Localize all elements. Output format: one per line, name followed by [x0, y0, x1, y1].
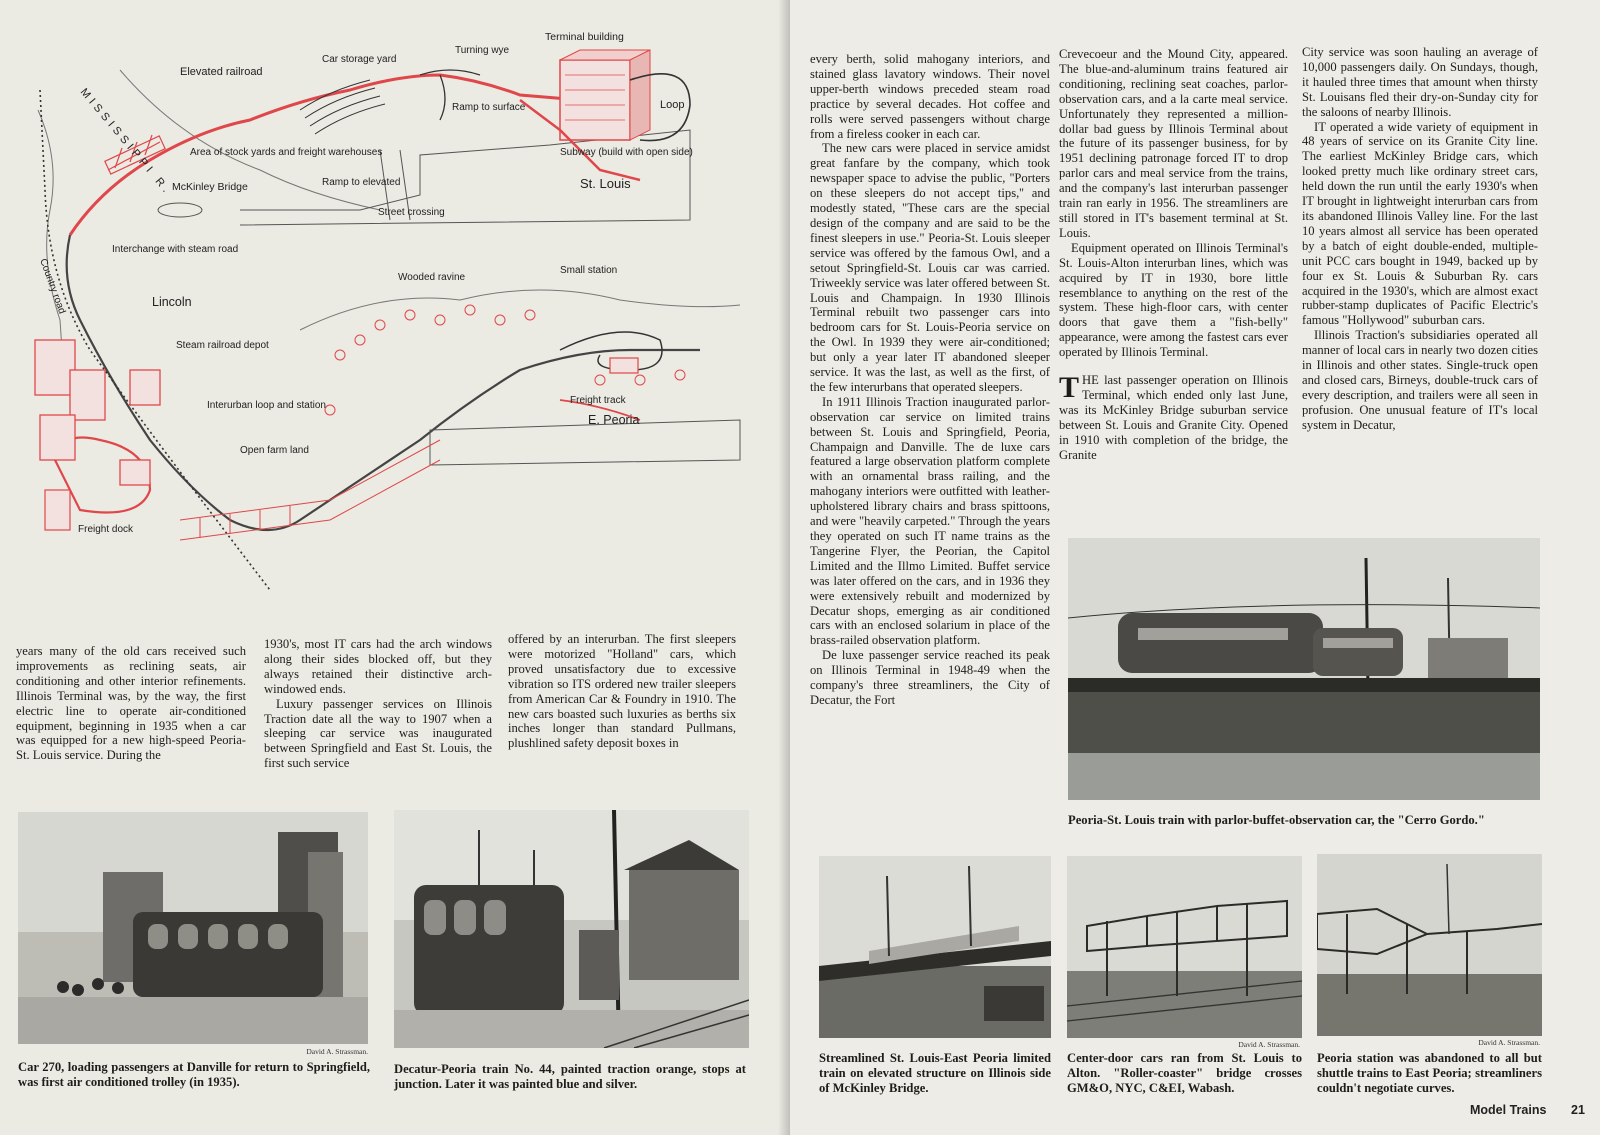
footer-page-number: 21 [1571, 1103, 1585, 1117]
map-label-stock-yards: Area of stock yards and freight warehouses [190, 147, 383, 158]
paragraph: IT operated a wide variety of equipment in 48 years of service on its Granite City line. The earliest McKinley Bridge cars, which looked pretty much like ordinary street cars, held down the run until the early 1930's when IT brought in lightweight interurban cars from its abandoned Illinois Valley line. For the last 10 years almost all service has been operated by a batch of eight double-ended, multiple-unit PCC cars bought in 1949, backed up by four ex St. Louis & Suburban Ry. cars acquired in the 1930's, which are almost exact rubber-stamp duplicates of Pacific Electric's famous "Hollywood" suburban cars. [1302, 119, 1538, 328]
storage-yard-tracks [300, 80, 385, 134]
photo-decatur-peoria-train-44 [394, 810, 749, 1048]
map-label-turning-wye: Turning wye [455, 45, 510, 56]
small-photo2-caption: Center-door cars ran from St. Louis to Alton. "Roller-coaster" bridge crosses GM&O, NYC, C&EI, Wabash. [1067, 1051, 1302, 1095]
paragraph: 1930's, most IT cars had the arch windows along their sides blocked off, but they always retained their distinctive arch-windowed ends. [264, 637, 492, 696]
hill-outline [300, 290, 740, 330]
map-label-interurban-loop: Interurban loop and station [207, 400, 326, 411]
small-station-building [610, 358, 638, 373]
map-label-car-storage: Car storage yard [322, 54, 397, 65]
photo1-credit: David A. Strassman. [306, 1047, 368, 1056]
paragraph: Luxury passenger services on Illinois Traction date all the way to 1907 when a sleeping car service was inaugurated between Springfield and East St. Louis, the first such service [264, 696, 492, 771]
map-label-mississippi: MISSISSIPPI R. [77, 86, 174, 198]
small-caps-lead: HE [1082, 373, 1099, 388]
freight-dock-building [45, 490, 70, 530]
left-text-column-3 [508, 632, 736, 751]
map-label-steam-depot: Steam railroad depot [176, 340, 269, 351]
lower-trestle [180, 440, 440, 540]
left-text-column-2 [264, 637, 492, 771]
map-label-lincoln: Lincoln [152, 295, 192, 309]
paragraph-dropcap [1059, 373, 1288, 462]
map-label-subway: Subway (build with open side) [560, 147, 693, 158]
small-photo1-caption: Streamlined St. Louis-East Peoria limited train on elevated structure on Illinois side of McKinley Bridge. [819, 1051, 1051, 1095]
map-label-freight-dock: Freight dock [78, 524, 134, 535]
left-page [0, 0, 790, 1135]
map-label-loop: Loop [660, 99, 685, 111]
map-label-freight-track: Freight track [570, 395, 626, 406]
map-label-st-louis: St. Louis [580, 176, 631, 191]
right-text-column-1 [810, 52, 1050, 708]
paragraph: every berth, solid mahogany interiors, and stained glass lavatory windows. Their novel upper-berth windows preceded steam road practice by several decades. Hot coffee and rolls were served passengers without charge from a fireless cooker in each car. [810, 52, 1050, 141]
right-text-column-3 [1302, 45, 1538, 433]
map-label-ramp-elevated: Ramp to elevated [322, 177, 401, 188]
photo1-caption: Car 270, loading passengers at Danville for return to Springfield, was first air conditioned trolley (in 1935). [18, 1060, 370, 1089]
photo-car-270-danville [18, 812, 368, 1044]
paragraph: City service was soon hauling an average of 10,000 passengers daily. On Sundays, though, it hauled three times that amount when thirsty St. Louisans fled their dry-on-Sunday city for the saloons of nearby Illinois. [1302, 45, 1538, 119]
paragraph: The new cars were placed in service amidst great fanfare by the company, which took newspaper space to advise the public, ''Porters on these sleepers do not accept tips,'' and modestly stated, "These cars are the special design of the company and are said to be the finest sleepers in use." Peoria-St. Louis sleeper service was offered by the famous Owl, and a setout Springfield-St. Louis car was carried. Triweekly service was later offered between St. Louis and Champaign. In 1930 Illinois Terminal rebuilt two passenger cars into bedroom cars for St. Louis-Peoria service on the Owl. In 1939 they were air-conditioned; but only a year later IT abandoned sleeper service. It was the last, as well as the first, of the few interurbans that operated sleepers. [810, 141, 1050, 394]
small-photo3-caption: Peoria station was abandoned to all but shuttle trains to East Peoria; streamliners couldn't negotiate curves. [1317, 1051, 1542, 1095]
small-photo3-credit: David A. Strassman. [1478, 1038, 1540, 1047]
map-label-e-peoria: E. Peoria [588, 413, 640, 427]
photo-streamliner-elevated [819, 856, 1051, 1038]
track-plan-map [0, 20, 760, 610]
small-photo2-credit: David A. Strassman. [1238, 1040, 1300, 1049]
big-photo-caption: Peoria-St. Louis train with parlor-buffet-observation car, the "Cerro Gordo." [1068, 813, 1485, 827]
right-page [790, 0, 1600, 1135]
river-island [158, 203, 202, 217]
map-label-elevated-railroad: Elevated railroad [180, 66, 263, 78]
map-label-interchange: Interchange with steam road [112, 244, 239, 255]
map-label-terminal-building: Terminal building [545, 31, 624, 43]
paragraph: Illinois Traction's subsidiaries operated all manner of local cars in nearly two dozen cities in Illinois and other states. Single-truck open and closed cars, Birneys, double-truck cars of every description, and trailers were all seen in profusion. One unusual feature of IT's local system in Decatur, [1302, 328, 1538, 432]
lincoln-buildings [35, 340, 160, 485]
paragraph: offered by an interurban. The first sleepers were motorized "Holland" cars, which proved unsatisfactory due to excessive vibration so ITS ordered new trailer sleepers from American Car & Foundry in 1910. The new cars boasted such luxuries as berths six inches longer than standard Pullmans, plushlined safety deposit boxes in [508, 632, 736, 751]
paragraph: In 1911 Illinois Traction inaugurated parlor-observation car service on limited trains between St. Louis and Springfield, Peoria, Champaign and Danville. The de luxe cars featured a large observation platform complete with an ornamental brass railing, and the mahogany interiors were outfitted with leather-upholstered library chairs and brass spittoons, and were "heavily carpeted." Through the years they operated on such IT name trains as the Tangerine Flyer, the Peorian, the Capitol Limited and the Illmo Limited. Buffet service was later offered on the cars, and in 1936 they were extensively rebuilt and modernized by Decatur shops, emerging as air conditioned cars with an enclosed solarium in place of the brass-railed observation platform. [810, 394, 1050, 648]
paragraph: De luxe passenger service reached its peak on Illinois Terminal in 1948-49 when the company's three streamliners, the City of Decatur, the Fort [810, 648, 1050, 707]
e-peoria-outline [430, 420, 740, 465]
interurban-main-line [67, 235, 700, 530]
map-label-street-crossing: Street crossing [378, 207, 445, 218]
photo-cerro-gordo-train [1068, 538, 1540, 800]
photo2-caption: Decatur-Peoria train No. 44, painted traction orange, stops at junction. Later it was painted blue and silver. [394, 1062, 746, 1091]
drop-cap: T [1059, 371, 1080, 405]
paragraph: Equipment operated on Illinois Terminal's St. Louis-Alton interurban lines, which was acquired by IT in 1930, bore little resemblance to anything on the rest of the system. These high-floor cars, with center doors that gave them a "fish-belly" appearance, were among the fastest cars ever operated by Illinois Terminal. [1059, 240, 1288, 360]
paragraph: Crevecoeur and the Mound City, appeared. The blue-and-aluminum trains featured air conditioning, reclining seat coaches, parlor-observation cars, and a la carte meal service. Unfortunately they represented a million-dollar bad guess by Illinois Terminal about the future of its passenger business, for by 1951 declining patronage forced IT to drop parlor cars and meal service from the trains, and the company's last interurban passenger train ran early in 1956. The streamliners are still stored in IT's basement terminal at St. Louis. [1059, 47, 1288, 240]
map-label-wooded-ravine: Wooded ravine [398, 272, 466, 283]
photo-peoria-station-bridge [1317, 854, 1542, 1036]
map-label-small-station: Small station [560, 265, 618, 276]
map-label-mckinley: McKinley Bridge [172, 181, 248, 193]
right-text-column-2 [1059, 47, 1288, 462]
map-label-open-farm: Open farm land [240, 445, 309, 456]
map-label-ramp-surface: Ramp to surface [452, 102, 526, 113]
paragraph-text: last passenger operation on Illinois Terminal, which ended only last June, was its McKinley Bridge suburban service between St. Louis and Granite City. Opened in 1910 with completion of the bridge, the Granite [1059, 373, 1288, 462]
map-label-country-road: Country road [37, 257, 68, 316]
left-text-column-1 [16, 644, 246, 763]
photo-center-door-bridge [1067, 856, 1302, 1038]
footer-magazine: Model Trains [1470, 1103, 1547, 1117]
terminal-building-drawing [560, 50, 650, 140]
paragraph: years many of the old cars received such improvements as reclining seats, air conditioning and other interior refinements. Illinois Terminal was, by the way, the first electric line to operate air-conditioned equipment, beginning in 1935 when a car was equipped for a new high-speed Peoria-St. Louis service. During the [16, 644, 246, 763]
